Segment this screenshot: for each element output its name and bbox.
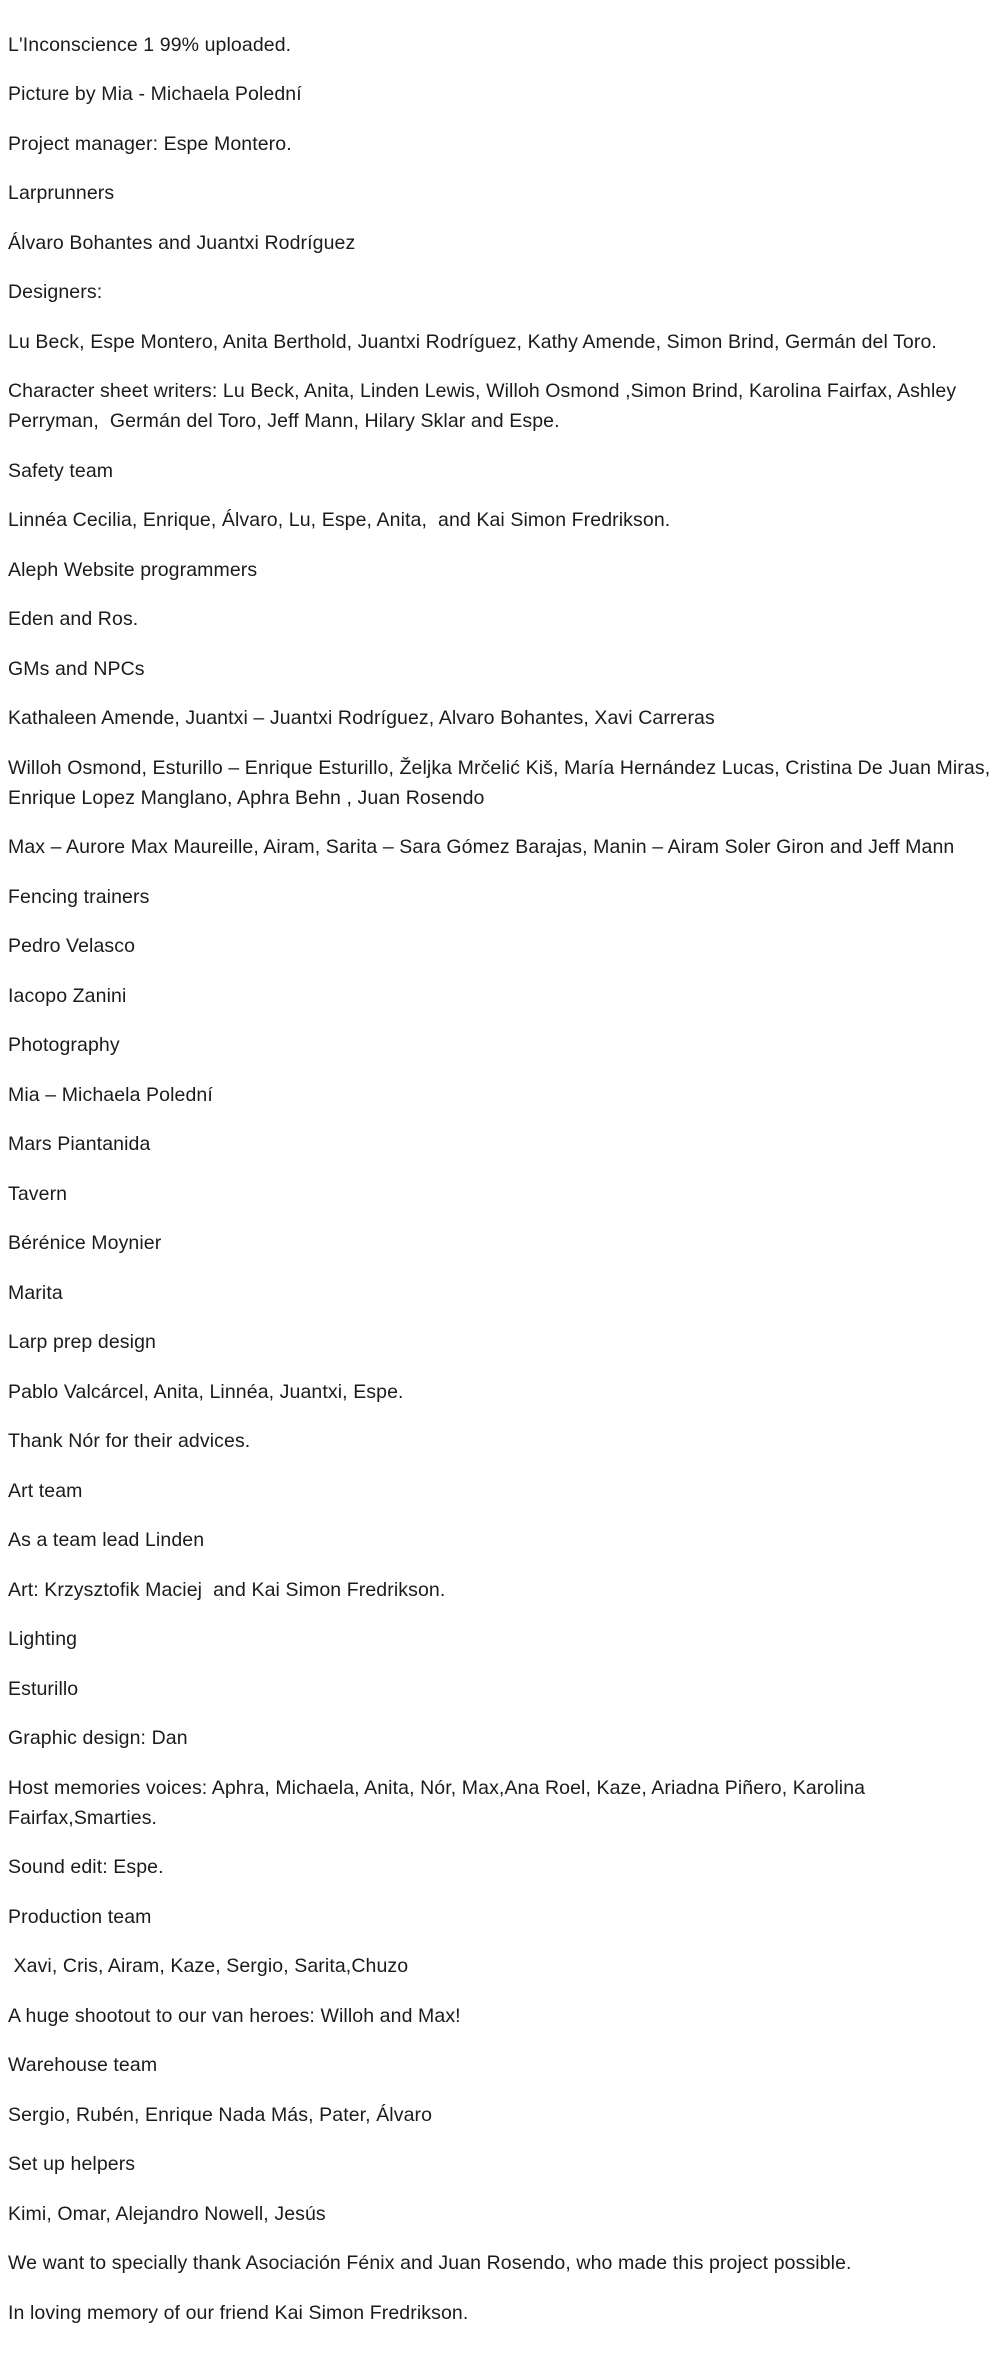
credits-line: Xavi, Cris, Airam, Kaze, Sergio, Sarita,Chuzo [8,1955,409,1977]
credits-line: Character sheet writers: Lu Beck, Anita, Linden Lewis, Willoh Osmond ,Simon Brind, Karolina Fairfax, Ashley Perryman, Germán del Toro, Jeff Mann, Hilary Sklar and Espe. [8,380,962,432]
credits-block [8,1624,998,1704]
credits-block [8,1179,998,1308]
credits-line: Photography [8,1034,120,1056]
credits-block [8,2248,998,2328]
credits-line: Production team [8,1905,152,1928]
credits-line: Bérénice Moynier [8,1232,162,1254]
credits-block [8,882,998,1011]
credits-line: Set up helpers [8,2153,136,2175]
credits-line: Lighting [8,1628,78,1650]
credits-block [8,30,998,110]
credits-line: Project manager: Espe Montero. [8,132,292,155]
credits-block [8,376,998,436]
credits-line: Art team [8,1479,83,1502]
credits-line: Thank Nór for their advices. [8,1430,251,1452]
credits-line: GMs and NPCs [8,657,145,680]
credits-block [8,2149,998,2229]
credits-line: Sound edit: Espe. [8,1856,164,1878]
credits-line: Fencing trainers [8,885,150,908]
credits-line: As a team lead Linden [8,1529,205,1551]
credits-block [8,277,998,357]
credits-line: Art: Krzysztofik Maciej and Kai Simon Fredrikson. [8,1578,446,1601]
credits-line: Max – Aurore Max Maureille, Airam, Sarita – Sara Gómez Barajas, Manin – Airam Soler Giron and Jeff Mann [8,836,955,858]
credits-block [8,1327,998,1456]
credits-line: Larp prep design [8,1331,156,1353]
credits-line: Picture by Mia - Michaela Polední [8,83,302,105]
credits-line: Sergio, Rubén, Enrique Nada Más, Pater, Álvaro [8,2103,433,2126]
credits-line: Graphic design: Dan [8,1727,188,1749]
credits-line: In loving memory of our friend Kai Simon Fredrikson. [8,2301,469,2324]
credits-line: L'Inconscience 1 99% uploaded. [8,33,292,56]
credits-block [8,555,998,635]
credits-line: A huge shootout to our van heroes: Willoh and Max! [8,2004,461,2027]
credits-line: Kathaleen Amende, Juantxi – Juantxi Rodríguez, Alvaro Bohantes, Xavi Carreras [8,707,715,729]
credits-line: Mars Piantanida [8,1133,151,1155]
credits-line: We want to specially thank Asociación Fénix and Juan Rosendo, who made this project possible. [8,2252,852,2274]
credits-line: Lu Beck, Espe Montero, Anita Berthold, Juantxi Rodríguez, Kathy Amende, Simon Brind, Germán del Toro. [8,330,937,353]
credits-block [8,1902,998,1982]
credits-block [8,654,998,863]
credits-block [8,456,998,536]
credits-block [8,129,998,159]
credits-line: Mia – Michaela Polední [8,1083,213,1106]
credits-line: Safety team [8,459,114,482]
credits-line: Pablo Valcárcel, Anita, Linnéa, Juantxi, Espe. [8,1380,404,1403]
credits-line: Warehouse team [8,2054,158,2076]
credits-line: Esturillo [8,1677,79,1700]
credits-line: Álvaro Bohantes and Juantxi Rodríguez [8,231,356,254]
credits-line: Larprunners [8,182,115,204]
credits-line: Iacopo Zanini [8,984,127,1007]
credits-block [8,2001,998,2031]
credits-line: Tavern [8,1182,68,1205]
credits-line: Marita [8,1281,63,1304]
credits-line: Kimi, Omar, Alejandro Nowell, Jesús [8,2202,326,2225]
credits-line: Pedro Velasco [8,935,136,957]
credits-block [8,178,998,258]
credits-block [8,1476,998,1605]
credits-line: Linnéa Cecilia, Enrique, Álvaro, Lu, Espe, Anita, and Kai Simon Fredrikson. [8,509,671,531]
credits-line: Host memories voices: Aphra, Michaela, Anita, Nór, Max,Ana Roel, Kaze, Ariadna Piñero, Karolina Fairfax,Smarties. [8,1776,871,1829]
credits-line: Designers: [8,281,103,303]
credits-block [8,1723,998,1882]
credits-line: Willoh Osmond, Esturillo – Enrique Esturillo, Željka Mrčelić Kiš, María Hernández Lucas, Cristina De Juan Miras, Enrique Lopez Manglano, Aphra Behn , Juan Rosendo [8,756,996,809]
credits-block [8,1030,998,1159]
credits-block [8,2050,998,2130]
credits-line: Eden and Ros. [8,608,139,630]
credits-line: Aleph Website programmers [8,558,258,581]
